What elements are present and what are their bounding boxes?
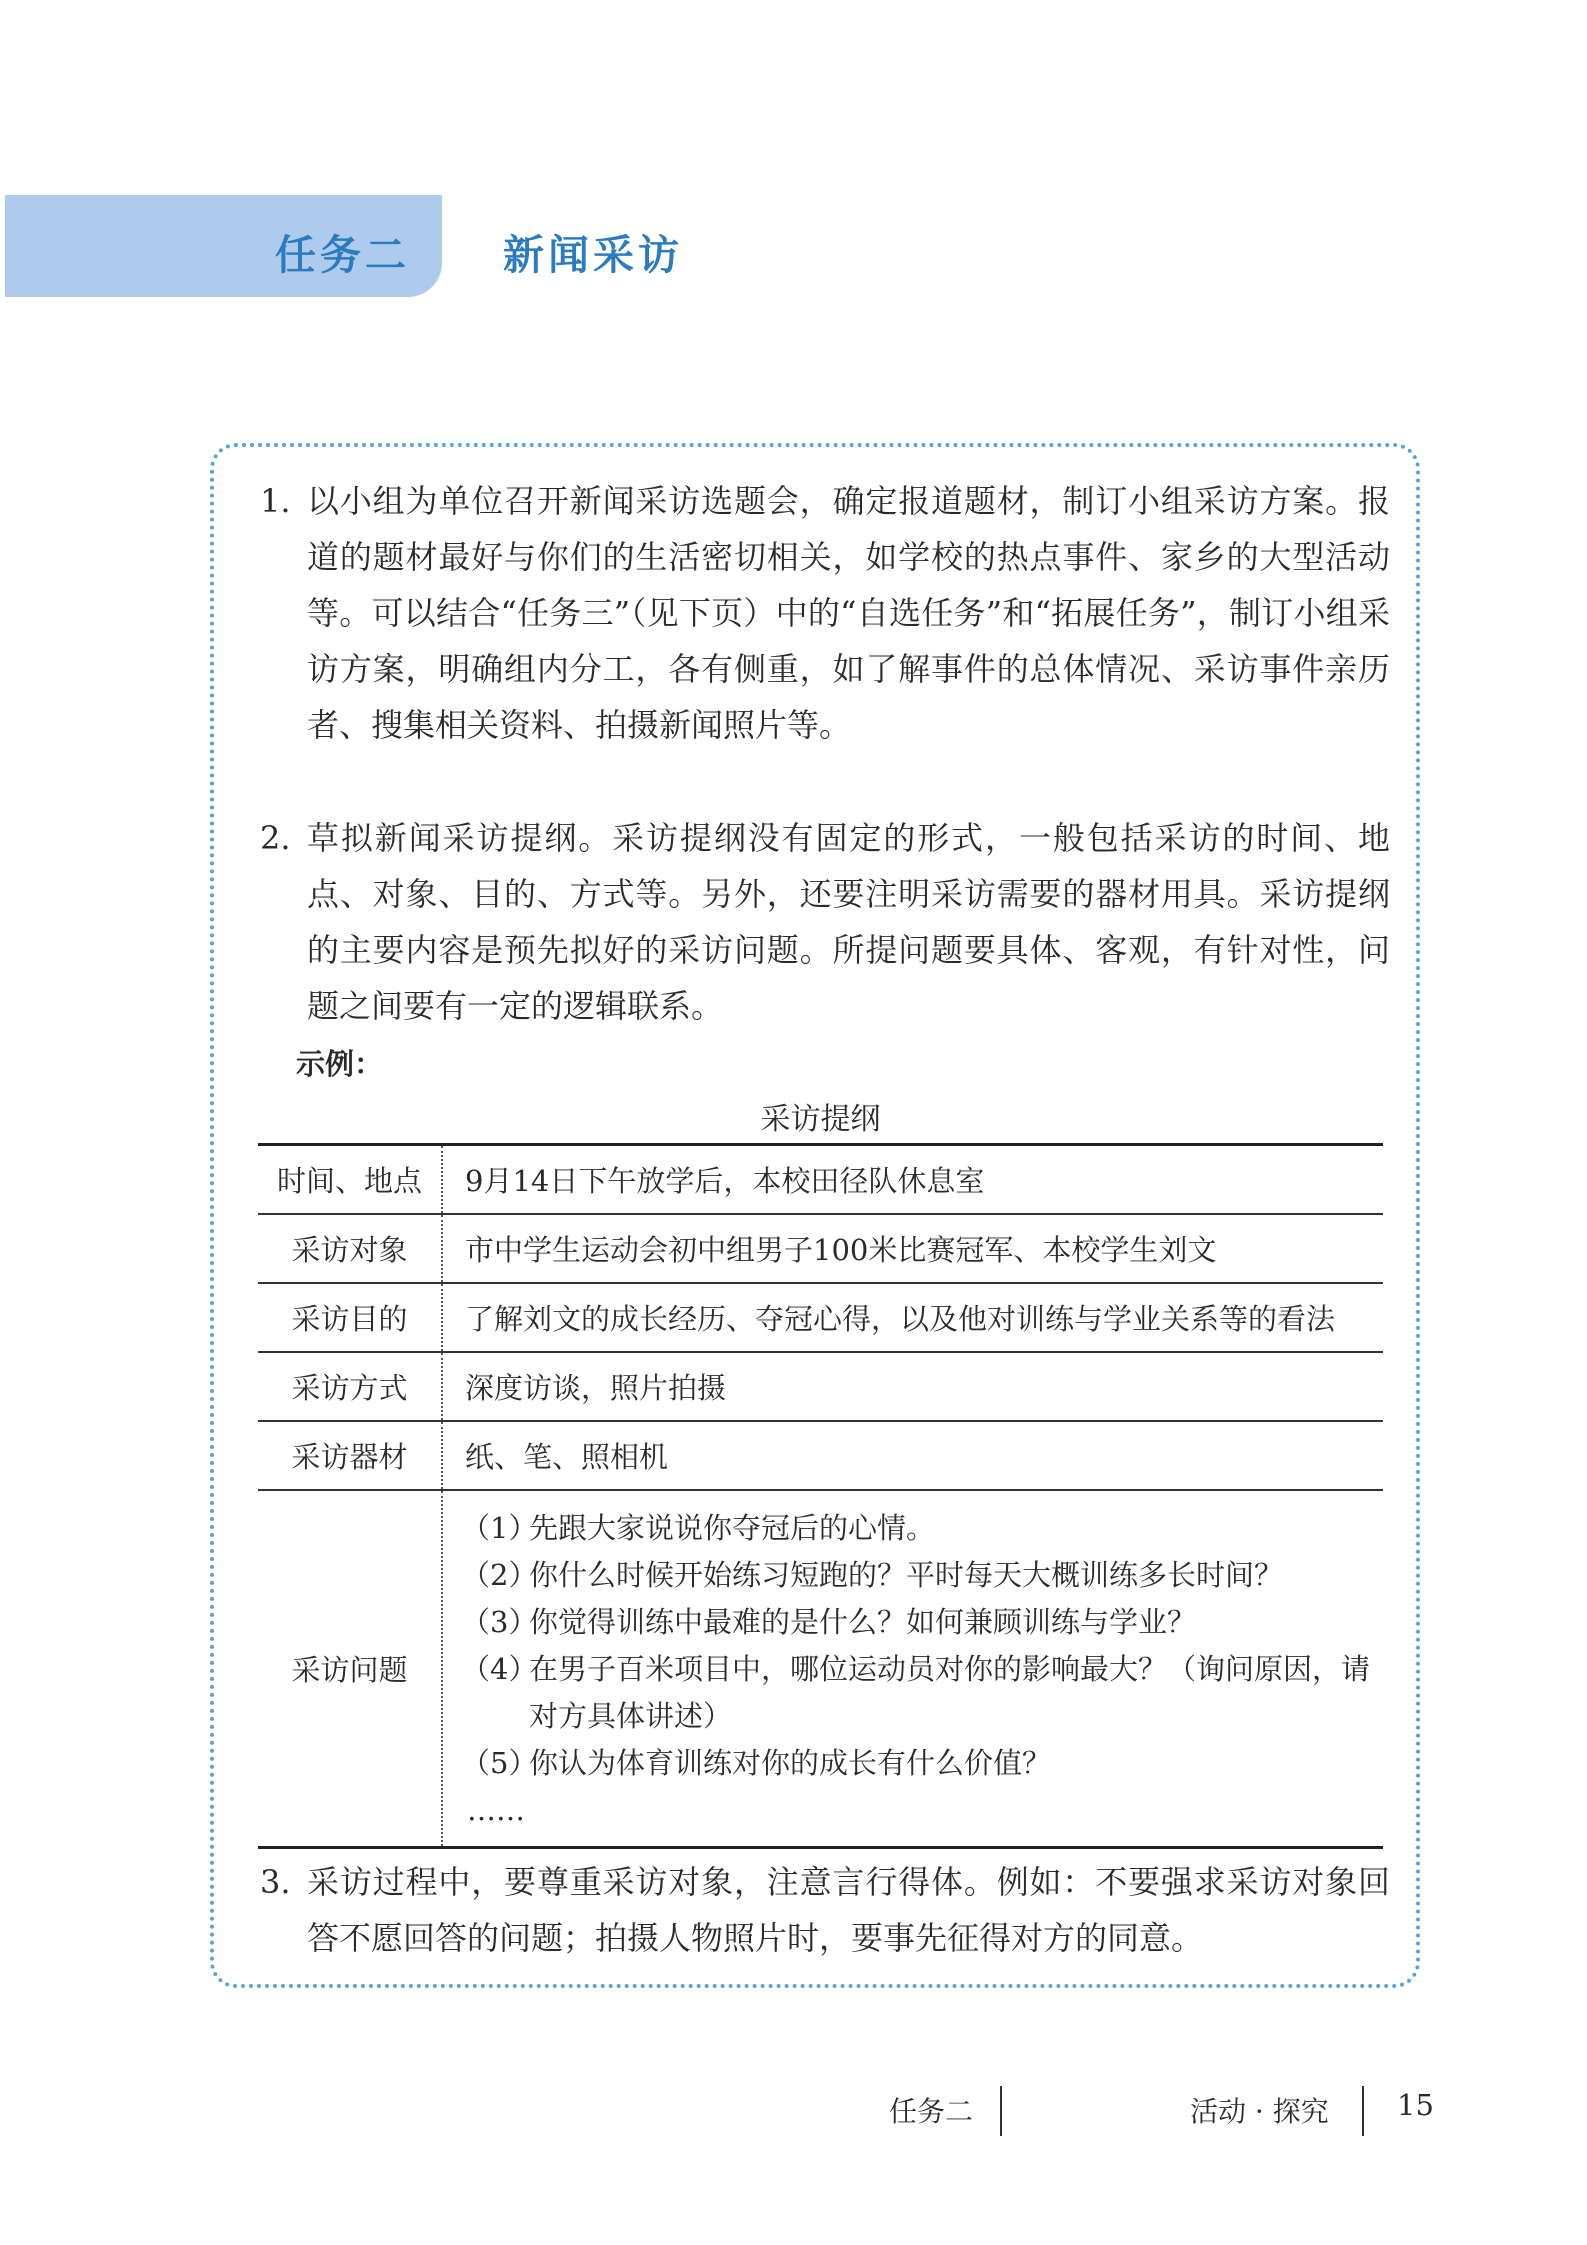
question-item <box>461 1552 1383 1599</box>
table-row <box>258 1214 1383 1283</box>
row-value: 市中学生运动会初中组男子100米比赛冠军、本校学生刘文 <box>465 1233 1217 1267</box>
question-text: 你什么时候开始练习短跑的？平时每天大概训练多长时间？ <box>529 1558 1284 1592</box>
step-text: 草拟新闻采访提纲。采访提纲没有固定的形式，一般包括采访的时间、地点、对象、目的、方式等。另外，还要注明采访需要的器材用具。采访提纲的主要内容是预先拟好的采访问题。所提问题要具体、客观，有针对性，问题之间要有一定的逻辑联系。 <box>307 819 1390 1025</box>
table-row <box>258 1421 1383 1490</box>
question-number: （4） <box>461 1652 538 1686</box>
step-number: 3. <box>260 1863 291 1901</box>
page-title: 新闻采访 <box>503 231 683 279</box>
question-text: 先跟大家说说你夺冠后的心情。 <box>529 1511 936 1545</box>
question-number: （5） <box>461 1746 538 1780</box>
footer-divider <box>1000 2086 1002 2136</box>
row-label: 采访目的 <box>258 1283 442 1352</box>
interview-outline-table <box>258 1143 1383 1849</box>
question-number: （3） <box>461 1605 538 1639</box>
footer-activity-label: 活动 · 探究 <box>1190 2095 1329 2128</box>
row-label: 采访对象 <box>258 1214 442 1283</box>
step-text: 以小组为单位召开新闻采访选题会，确定报道题材，制订小组采访方案。报道的题材最好与你们的生活密切相关，如学校的热点事件、家乡的大型活动等。可以结合“任务三”（见下页）中的“自选任务”和“拓展任务”，制订小组采访方案，明确组内分工，各有侧重，如了解事件的总体情况、采访事件亲历者、搜集相关资料、拍摄新闻照片等。 <box>307 482 1390 744</box>
footer-divider <box>1362 2086 1364 2136</box>
row-value: 了解刘文的成长经历、夺冠心得，以及他对训练与学业关系等的看法 <box>465 1302 1336 1336</box>
step-number: 2. <box>260 819 291 857</box>
row-label: 时间、地点 <box>258 1145 442 1215</box>
question-number: （1） <box>461 1511 538 1545</box>
table-row-questions <box>258 1490 1383 1848</box>
task-label: 任务二 <box>275 231 410 279</box>
row-label: 采访问题 <box>258 1490 442 1848</box>
question-item <box>461 1740 1383 1787</box>
step-3 <box>260 1854 1390 1966</box>
table-row <box>258 1352 1383 1421</box>
step-1 <box>260 473 1390 753</box>
questions-cell <box>442 1490 1383 1848</box>
question-text: 你觉得训练中最难的是什么？如何兼顾训练与学业？ <box>529 1605 1197 1639</box>
question-item <box>461 1646 1383 1740</box>
footer-section-label: 任务二 <box>889 2095 974 2128</box>
step-text: 采访过程中，要尊重采访对象，注意言行得体。例如：不要强求采访对象回答不愿回答的问题；拍摄人物照片时，要事先征得对方的同意。 <box>307 1863 1390 1957</box>
question-ellipsis: …… <box>467 1793 525 1827</box>
row-label: 采访方式 <box>258 1352 442 1421</box>
row-label: 采访器材 <box>258 1421 442 1490</box>
page-number: 15 <box>1397 2088 1434 2122</box>
question-item <box>461 1599 1383 1646</box>
table-caption: 采访提纲 <box>760 1102 881 1137</box>
question-item <box>461 1505 1383 1552</box>
question-text: 在男子百米项目中，哪位运动员对你的影响最大？（询问原因，请对方具体讲述） <box>529 1652 1371 1733</box>
step-2 <box>260 810 1390 1034</box>
table-row <box>258 1283 1383 1352</box>
question-list <box>443 1491 1383 1846</box>
question-text: 你认为体育训练对你的成长有什么价值？ <box>529 1746 1052 1780</box>
row-value: 纸、笔、照相机 <box>465 1440 669 1474</box>
question-number: （2） <box>461 1558 538 1592</box>
step-number: 1. <box>260 482 291 520</box>
row-value: 9月14日下午放学后，本校田径队休息室 <box>465 1164 985 1198</box>
table-row <box>258 1145 1383 1215</box>
row-value: 深度访谈，照片拍摄 <box>465 1371 727 1405</box>
example-label: 示例： <box>296 1047 384 1081</box>
